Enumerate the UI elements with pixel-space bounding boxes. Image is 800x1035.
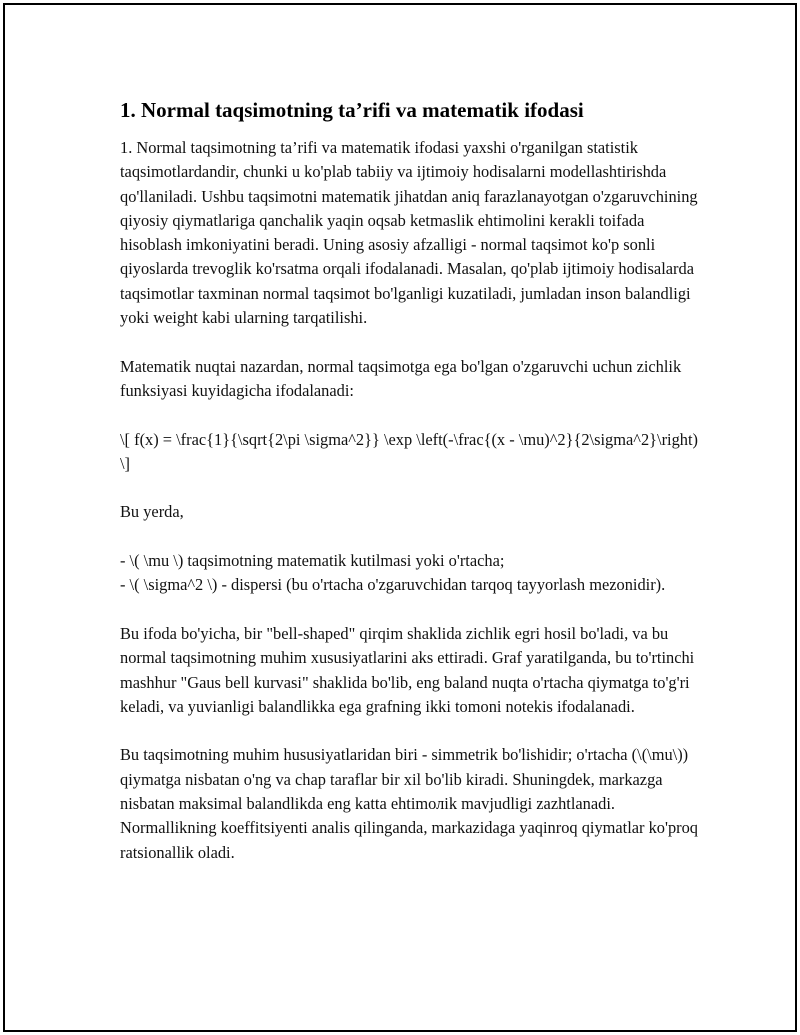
paragraph-math-view: Matematik nuqtai nazardan, normal taqsimotga ega bo'lgan o'zgaruvchi uchun zichlik funksiyasi kuyidagicha ifodalanadi:	[120, 356, 682, 400]
paragraph-symmetry: Bu taqsimotning muhim hususiyatlaridan biri - simmetrik bo'lishidir; o'rtacha (\(\mu\)) qiymatga nisbatan o'ng va chap taraflar bir xil bo'lib kiradi. Shuningdek, markazga nisbatan maksimal balandlikda eng katta ehtimолik mavjudligi zazhtlanadi. Normallikning koeffitsiyenti analis qilinganda, markazidaga yaqinroq qiymatlar ko'proq ratsionallik oladi.	[120, 745, 698, 862]
paragraph-where: Bu yerda,	[120, 502, 184, 522]
paragraph-bell-curve: Bu ifoda bo'yicha, bir "bell-shaped" qirqim shaklida zichlik egri hosil bo'ladi, va bu normal taqsimotning muhim xususiyatlarini aks ettiradi. Graf yaratilganda, bu to'rtinchi mashhur "Gaus bell kurvasi" shaklida bo'lib, eng baland nuqta o'rtacha qiymatga to'g'ri keladi, va yuvianligi balandlikka ega grafning ikki tomoni notekis ifodalanadi.	[120, 623, 695, 716]
formula-density: \[ f(x) = \frac{1}{\sqrt{2\pi \sigma^2}} \exp \left(-\frac{(x - \mu)^2}{2\sigma^2}\right) \]	[120, 429, 698, 473]
paragraph-intro: 1. Normal taqsimotning ta’rifi va matematik ifodasi yaxshi o'rganilgan statistik taqsimotlardandir, chunki u ko'plab tabiiy va ijtimoiy hodisalarni modellashtirishda qo'llaniladi. Ushbu taqsimotni matematik jihatdan aniq farazlanayotgan o'zgaruvchining qiyosiy qiymatlariga qanchalik yaqin oqsab ketmaslik ehtimolini kerakli toifada hisoblash imkoniyatini beradi. Uning asosiy afzalligi - normal taqsimot ko'p sonli qiyoslarda trevoglik ko'rsatma orqali ifodalanadi. Masalan, qo'plab ijtimoiy hodisalarda taqsimotlar taxminan normal taqsimot bo'lganligi kuzatiladi, jumladan inson balandligi yoki weight kabi ularning tarqatilishi.	[120, 138, 698, 328]
section-heading: 1. Normal taqsimotning ta’rifi va matematik ifodasi	[120, 98, 584, 122]
document-body	[120, 95, 705, 889]
parameter-list: - \( \mu \) taqsimotning matematik kutilmasi yoki o'rtacha; - \( \sigma^2 \) - dispersi (bu o'rtacha o'zgaruvchidan tarqoq tayyorlash mezonidir).	[120, 551, 666, 595]
page-frame	[3, 3, 797, 1032]
